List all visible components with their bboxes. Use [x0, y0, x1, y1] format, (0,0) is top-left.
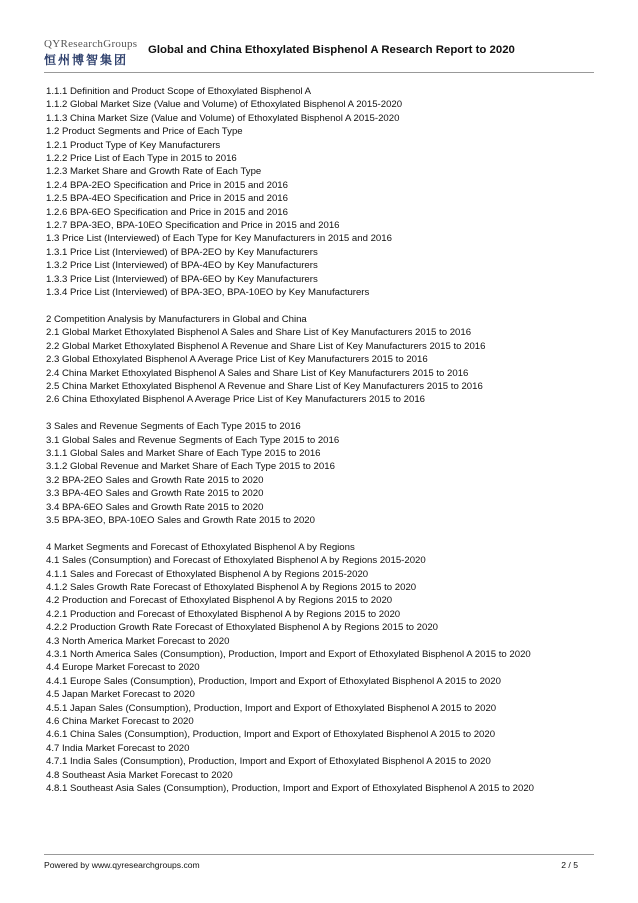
toc-line: 4.2 Production and Forecast of Ethoxylated Bisphenol A by Regions 2015 to 2020: [46, 595, 393, 607]
toc-line: 1.2.5 BPA-4EO Specification and Price in 2015 and 2016: [46, 193, 288, 205]
toc-line: 3.1 Global Sales and Revenue Segments of Each Type 2015 to 2016: [46, 434, 340, 446]
toc-line: 3 Sales and Revenue Segments of Each Type 2015 to 2016: [46, 421, 301, 433]
toc-line: 2.1 Global Market Ethoxylated Bisphenol A Sales and Share List of Key Manufacturers 2015 to 2016: [46, 327, 472, 339]
toc-line: 3.4 BPA-6EO Sales and Growth Rate 2015 to 2020: [46, 501, 264, 513]
toc-line: 1.2.3 Market Share and Growth Rate of Each Type: [46, 166, 262, 178]
toc-line: 4.7.1 India Sales (Consumption), Production, Import and Export of Ethoxylated Bisphenol A 2015 to 2020: [46, 756, 491, 768]
toc-section-2: [46, 313, 594, 407]
toc-line: 4.6.1 China Sales (Consumption), Production, Import and Export of Ethoxylated Bisphenol A 2015 to 2020: [46, 729, 496, 741]
table-of-contents: [46, 85, 594, 795]
toc-line: 2.6 China Ethoxylated Bisphenol A Average Price List of Key Manufacturers 2015 to 2016: [46, 394, 426, 406]
toc-line: 2.4 China Market Ethoxylated Bisphenol A Sales and Share List of Key Manufacturers 2015 to 2016: [46, 367, 469, 379]
toc-line: 4.7 India Market Forecast to 2020: [46, 742, 190, 754]
toc-line: 4 Market Segments and Forecast of Ethoxylated Bisphenol A by Regions: [46, 541, 355, 553]
toc-line: 1.3.4 Price List (Interviewed) of BPA-3EO, BPA-10EO by Key Manufacturers: [46, 287, 370, 299]
document-title: Global and China Ethoxylated Bisphenol A Research Report to 2020: [148, 44, 515, 56]
toc-line: 1.2.4 BPA-2EO Specification and Price in 2015 and 2016: [46, 179, 288, 191]
toc-line: 4.3 North America Market Forecast to 2020: [46, 635, 230, 647]
logo-text-cn: 恒州博智集团: [44, 53, 129, 67]
toc-line: 3.2 BPA-2EO Sales and Growth Rate 2015 to 2020: [46, 474, 264, 486]
toc-line: 4.2.1 Production and Forecast of Ethoxylated Bisphenol A by Regions 2015 to 2020: [46, 608, 401, 620]
toc-line: 4.1.2 Sales Growth Rate Forecast of Ethoxylated Bisphenol A by Regions 2015 to 2020: [46, 581, 417, 593]
toc-line: 1.1.2 Global Market Size (Value and Volume) of Ethoxylated Bisphenol A 2015-2020: [46, 99, 403, 111]
toc-line: 3.3 BPA-4EO Sales and Growth Rate 2015 to 2020: [46, 488, 264, 500]
toc-line: 2.3 Global Ethoxylated Bisphenol A Average Price List of Key Manufacturers 2015 to 2016: [46, 354, 428, 366]
toc-line: 4.1.1 Sales and Forecast of Ethoxylated Bisphenol A by Regions 2015-2020: [46, 568, 369, 580]
toc-line: 3.1.2 Global Revenue and Market Share of Each Type 2015 to 2016: [46, 461, 335, 473]
toc-line: 1.3.1 Price List (Interviewed) of BPA-2EO by Key Manufacturers: [46, 246, 318, 258]
powered-by-text: Powered by www.qyresearchgroups.com: [44, 860, 200, 870]
toc-line: 1.2.2 Price List of Each Type in 2015 to 2016: [46, 153, 237, 165]
toc-line: 1.2 Product Segments and Price of Each Type: [46, 126, 243, 138]
toc-line: 3.1.1 Global Sales and Market Share of Each Type 2015 to 2016: [46, 447, 321, 459]
toc-line: 4.4 Europe Market Forecast to 2020: [46, 662, 200, 674]
toc-line: 2.2 Global Market Ethoxylated Bisphenol A Revenue and Share List of Key Manufacturers 2015 to 2016: [46, 340, 486, 352]
toc-line: 4.5 Japan Market Forecast to 2020: [46, 689, 195, 701]
toc-line: 1.3 Price List (Interviewed) of Each Type for Key Manufacturers in 2015 and 2016: [46, 233, 392, 245]
toc-section-1: [46, 85, 594, 300]
toc-line: 1.3.2 Price List (Interviewed) of BPA-4EO by Key Manufacturers: [46, 260, 318, 272]
toc-line: 1.1.1 Definition and Product Scope of Ethoxylated Bisphenol A: [46, 86, 312, 97]
toc-line: 4.1 Sales (Consumption) and Forecast of Ethoxylated Bisphenol A by Regions 2015-2020: [46, 555, 426, 567]
section-gap: [46, 407, 594, 420]
toc-line: 4.3.1 North America Sales (Consumption), Production, Import and Export of Ethoxylated Bisphenol A 2015 to 2020: [46, 649, 531, 661]
header-divider: [44, 72, 594, 73]
toc-line: 3.5 BPA-3EO, BPA-10EO Sales and Growth Rate 2015 to 2020: [46, 514, 315, 526]
toc-line: 1.3.3 Price List (Interviewed) of BPA-6EO by Key Manufacturers: [46, 273, 318, 285]
page-number: 2 / 5: [561, 860, 578, 870]
toc-line: 4.8 Southeast Asia Market Forecast to 2020: [46, 769, 233, 781]
toc-line: 1.1.3 China Market Size (Value and Volume) of Ethoxylated Bisphenol A 2015-2020: [46, 112, 400, 124]
toc-line: 4.4.1 Europe Sales (Consumption), Production, Import and Export of Ethoxylated Bisphenol A 2015 to 2020: [46, 675, 501, 687]
toc-line: 1.2.1 Product Type of Key Manufacturers: [46, 139, 221, 151]
logo-text-en: QYResearchGroups: [44, 38, 138, 50]
toc-section-3: [46, 420, 594, 527]
toc-line: 1.2.7 BPA-3EO, BPA-10EO Specification and Price in 2015 and 2016: [46, 220, 340, 232]
toc-line: 1.2.6 BPA-6EO Specification and Price in 2015 and 2016: [46, 206, 288, 218]
company-logo: [44, 38, 140, 72]
section-gap: [46, 300, 594, 313]
toc-line: 2 Competition Analysis by Manufacturers in Global and China: [46, 313, 307, 325]
toc-section-4: [46, 541, 594, 796]
toc-line: 4.5.1 Japan Sales (Consumption), Production, Import and Export of Ethoxylated Bisphenol A 2015 to 2020: [46, 702, 497, 714]
toc-line: 4.2.2 Production Growth Rate Forecast of Ethoxylated Bisphenol A by Regions 2015 to 2020: [46, 622, 438, 634]
toc-line: 4.6 China Market Forecast to 2020: [46, 716, 194, 728]
toc-line: 4.8.1 Southeast Asia Sales (Consumption), Production, Import and Export of Ethoxylated Bisphenol A 2015 to 2020: [46, 783, 534, 795]
footer-divider: [44, 854, 594, 855]
toc-line: 2.5 China Market Ethoxylated Bisphenol A Revenue and Share List of Key Manufacturers 2015 to 2016: [46, 380, 483, 392]
section-gap: [46, 527, 594, 540]
